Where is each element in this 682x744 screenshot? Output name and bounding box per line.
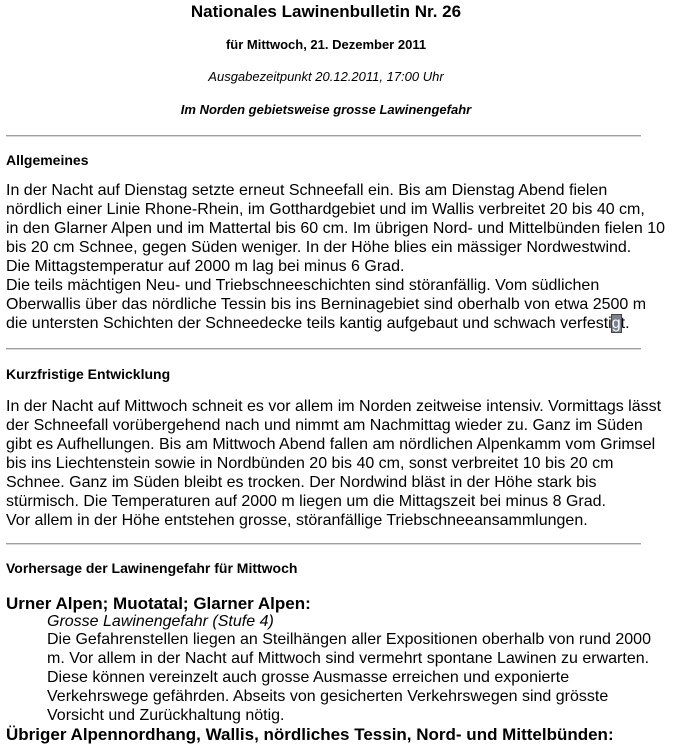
text-line: Schnee. Ganz im Süden bleibt es trocken. Der Nordwind bläst in der Höhe stark bis xyxy=(6,474,597,491)
text-line: Die teils mächtigen Neu- und Triebschneeschichten sind störanfällig. Vom südlichen xyxy=(6,277,600,294)
text-line: nördlich einer Linie Rhone-Rhein, im Gotthardgebiet und im Wallis verbreitet 20 bis 40 cm, xyxy=(6,201,645,218)
text-line: der Schneefall vorübergehend nach und nimmt am Nachmittag wieder zu. Ganz im Süden xyxy=(6,417,643,434)
divider xyxy=(6,135,641,137)
text-line: bis ins Liechtenstein sowie in Nordbünden 20 bis 40 cm, sonst verbreitet 10 bis 20 cm xyxy=(6,455,614,472)
divider xyxy=(6,348,641,350)
text-line: Vor allem in der Höhe entstehen grosse, störanfällige Triebschneeansammlungen. xyxy=(6,512,588,529)
bulletin-title: Nationales Lawinenbulletin Nr. 26 xyxy=(190,2,462,21)
bulletin-headline: Im Norden gebietsweise grosse Lawinengefahr xyxy=(180,102,472,117)
text-line: Diese können vereinzelt auch grosse Ausmasse erreichen und exponierte xyxy=(47,669,570,686)
section-title-forecast: Vorhersage der Lawinengefahr für Mittwoch xyxy=(6,560,298,576)
text-line: Die Mittagstemperatur auf 2000 m lag bei minus 6 Grad. xyxy=(6,258,405,275)
text-line: bis 20 cm Schnee, gegen Süden weniger. In der Höhe blies ein mässiger Nordwestwind. xyxy=(6,239,632,256)
text-line: in den Glarner Alpen und im Mattertal bis 60 cm. Im übrigen Nord- und Mittelbünden fielen 10 xyxy=(6,220,666,237)
region-name: Übriger Alpennordhang, Wallis, nördliches Tessin, Nord- und Mittelbünden: xyxy=(6,725,614,744)
text-segment: die untersten Schichten der Schneedecke teils kantig aufgebaut und schwach verfesti xyxy=(6,315,612,332)
text-cursor-selection[interactable]: g xyxy=(611,315,621,332)
general-paragraph[interactable] xyxy=(6,181,666,333)
region-name: Urner Alpen; Muotatal; Glarner Alpen: xyxy=(6,594,311,613)
text-line: m. Vor allem in der Nacht auf Mittwoch sind vermehrt spontane Lawinen zu erwarten. xyxy=(47,650,650,667)
text-line: Die Gefahrenstellen liegen an Steilhängen aller Expositionen oberhalb von rund 2000 xyxy=(47,631,651,648)
region-description[interactable] xyxy=(47,631,677,726)
text-line: stürmisch. Die Temperaturen auf 2000 m liegen um die Mittagszeit bei minus 8 Grad. xyxy=(6,493,606,510)
section-title-general: Allgemeines xyxy=(6,152,89,168)
text-segment: t. xyxy=(620,315,630,332)
divider xyxy=(6,543,641,545)
text-line: Oberwallis über das nördliche Tessin bis ins Berninagebiet sind oberhalb von etwa 2500 m xyxy=(6,296,647,313)
text-line: gibt es Aufhellungen. Bis am Mittwoch Abend fallen am nördlichen Alpenkamm vom Grimsel xyxy=(6,436,656,453)
text-line: In der Nacht auf Dienstag setzte erneut Schneefall ein. Bis am Dienstag Abend fielen xyxy=(6,182,608,199)
bulletin-date: für Mittwoch, 21. Dezember 2011 xyxy=(225,37,427,52)
section-title-short-term: Kurzfristige Entwicklung xyxy=(6,366,171,382)
short-term-paragraph[interactable] xyxy=(6,397,666,530)
danger-level: Grosse Lawinengefahr (Stufe 4) xyxy=(47,613,274,630)
text-line: Vorsicht und Zurückhaltung nötig. xyxy=(47,707,285,724)
text-line xyxy=(6,314,666,333)
text-line: In der Nacht auf Mittwoch schneit es vor allem im Norden zeitweise intensiv. Vormittags lässt xyxy=(6,398,662,415)
issue-time: Ausgabezeitpunkt 20.12.2011, 17:00 Uhr xyxy=(208,69,444,84)
text-line: Verkehrswege gefährden. Abseits von gesicherten Verkehrswegen sind grösste xyxy=(47,688,609,705)
